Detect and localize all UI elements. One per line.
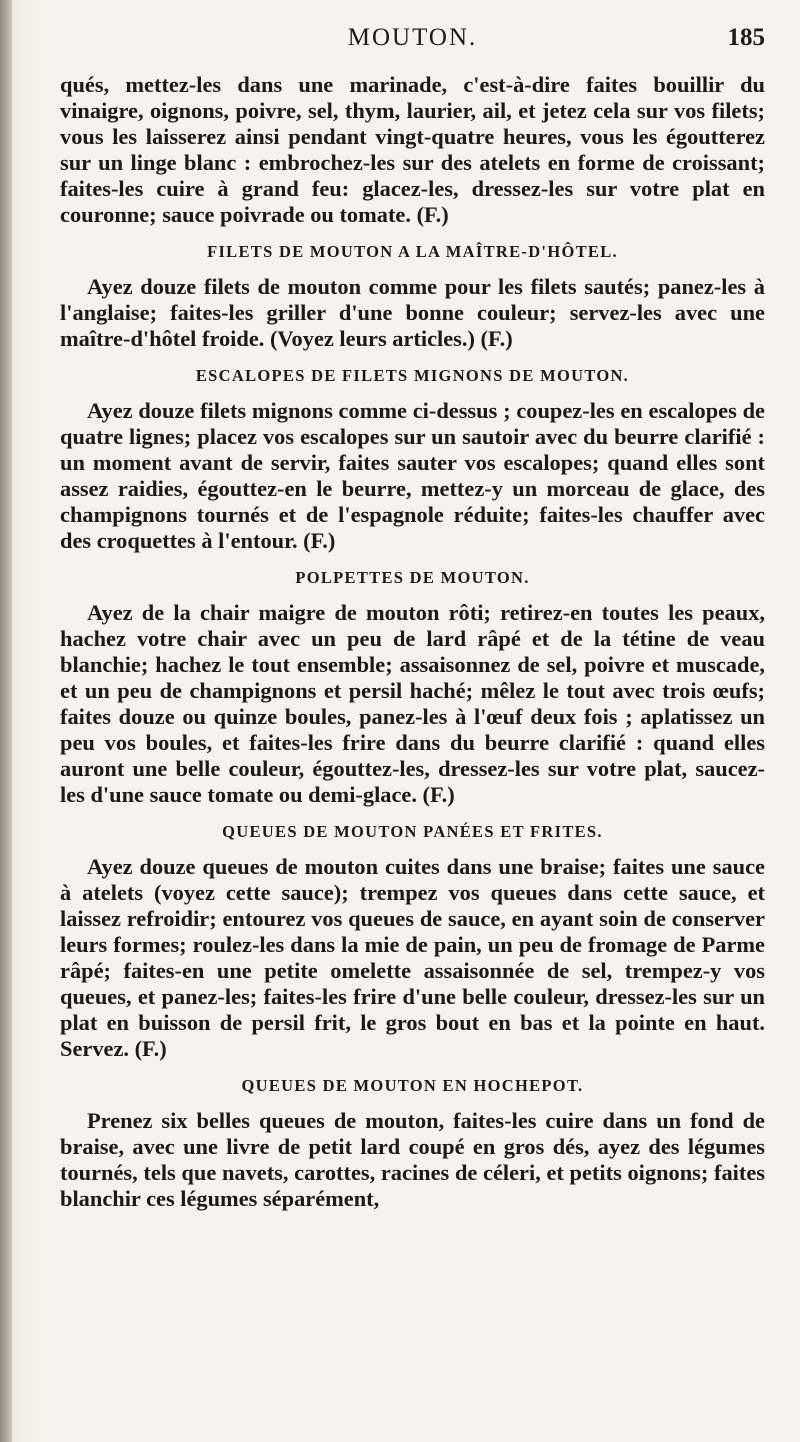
section-heading-queues-hochepot: QUEUES DE MOUTON EN HOCHEPOT. bbox=[241, 1076, 584, 1095]
paragraph-polpettes: Ayez de la chair maigre de mouton rôti; retirez-en toutes les peaux, hachez votre chair avec un peu de lard râpé et de la tétine de veau blanchie; hachez le tout ensemble; assaisonnez de sel, poivre et muscade, et un peu de champignons et persil haché; mêlez le tout avec trois œufs; faites douze ou quinze boules, panez-les à l'œuf deux fois ; aplatissez un peu vos boules, et faites-les frire dans du beurre clarifié : quand elles auront une belle couleur, égouttez-les, dressez-les sur votre plat, saucez-les d'une sauce tomate ou demi-glace. (F.) bbox=[60, 600, 765, 807]
page-body bbox=[60, 72, 765, 1212]
page-binding-shadow bbox=[0, 0, 12, 1442]
paragraph-queues-panees: Ayez douze queues de mouton cuites dans une braise; faites une sauce à atelets (voyez cette sauce); trempez vos queues dans cette sauce, et laissez refroidir; entourez vos queues de sauce, en ayant soin de conserver leurs formes; roulez-les dans la mie de pain, un peu de fromage de Parme râpé; faites-en une petite omelette assaisonnée de sel, trempez-y vos queues, et panez-les; faites-les frire d'une belle couleur, dressez-les sur un plat en buisson de persil frit, le gros bout en bas et la pointe en haut. Servez. (F.) bbox=[60, 854, 765, 1061]
section-heading-polpettes: POLPETTES DE MOUTON. bbox=[295, 568, 530, 587]
page-header bbox=[60, 24, 765, 60]
page-number: 185 bbox=[727, 24, 765, 51]
running-head: MOUTON. bbox=[347, 24, 478, 51]
section-heading-queues-panees: QUEUES DE MOUTON PANÉES ET FRITES. bbox=[222, 822, 603, 841]
section-heading-filets-maitre-dhotel: FILETS DE MOUTON A LA MAÎTRE-D'HÔTEL. bbox=[207, 242, 618, 261]
paragraph-filets-maitre-dhotel: Ayez douze filets de mouton comme pour les filets sautés; panez-les à l'anglaise; faites-les griller d'une bonne couleur; servez-les avec une maître-d'hôtel froide. (Voyez leurs articles.) (F.) bbox=[60, 274, 765, 351]
paragraph-escalopes: Ayez douze filets mignons comme ci-dessus ; coupez-les en escalopes de quatre lignes; placez vos escalopes sur un sautoir avec du beurre clarifié : un moment avant de servir, faites sauter vos escalopes; quand elles sont assez raidies, égouttez-en le beurre, mettez-y un morceau de glace, des champignons tournés et de l'espagnole réduite; faites-les chauffer avec des croquettes à l'entour. (F.) bbox=[60, 398, 765, 553]
paragraph-queues-hochepot: Prenez six belles queues de mouton, faites-les cuire dans un fond de braise, avec une livre de petit lard coupé en gros dés, ayez des légumes tournés, tels que navets, carottes, racines de céleri, et petits oignons; faites blanchir ces légumes séparément, bbox=[60, 1108, 765, 1211]
section-heading-escalopes: ESCALOPES DE FILETS MIGNONS DE MOUTON. bbox=[195, 366, 630, 385]
paragraph-continued: qués, mettez-les dans une marinade, c'est-à-dire faites bouillir du vinaigre, oignons, poivre, sel, thym, laurier, ail, et jetez cela sur vos filets; vous les laisserez ainsi pendant vingt-quatre heures, vous les égoutterez sur un linge blanc : embrochez-les sur des atelets en forme de croissant; faites-les cuire à grand feu: glacez-les, dressez-les sur votre plat en couronne; sauce poivrade ou tomate. (F.) bbox=[60, 72, 765, 227]
